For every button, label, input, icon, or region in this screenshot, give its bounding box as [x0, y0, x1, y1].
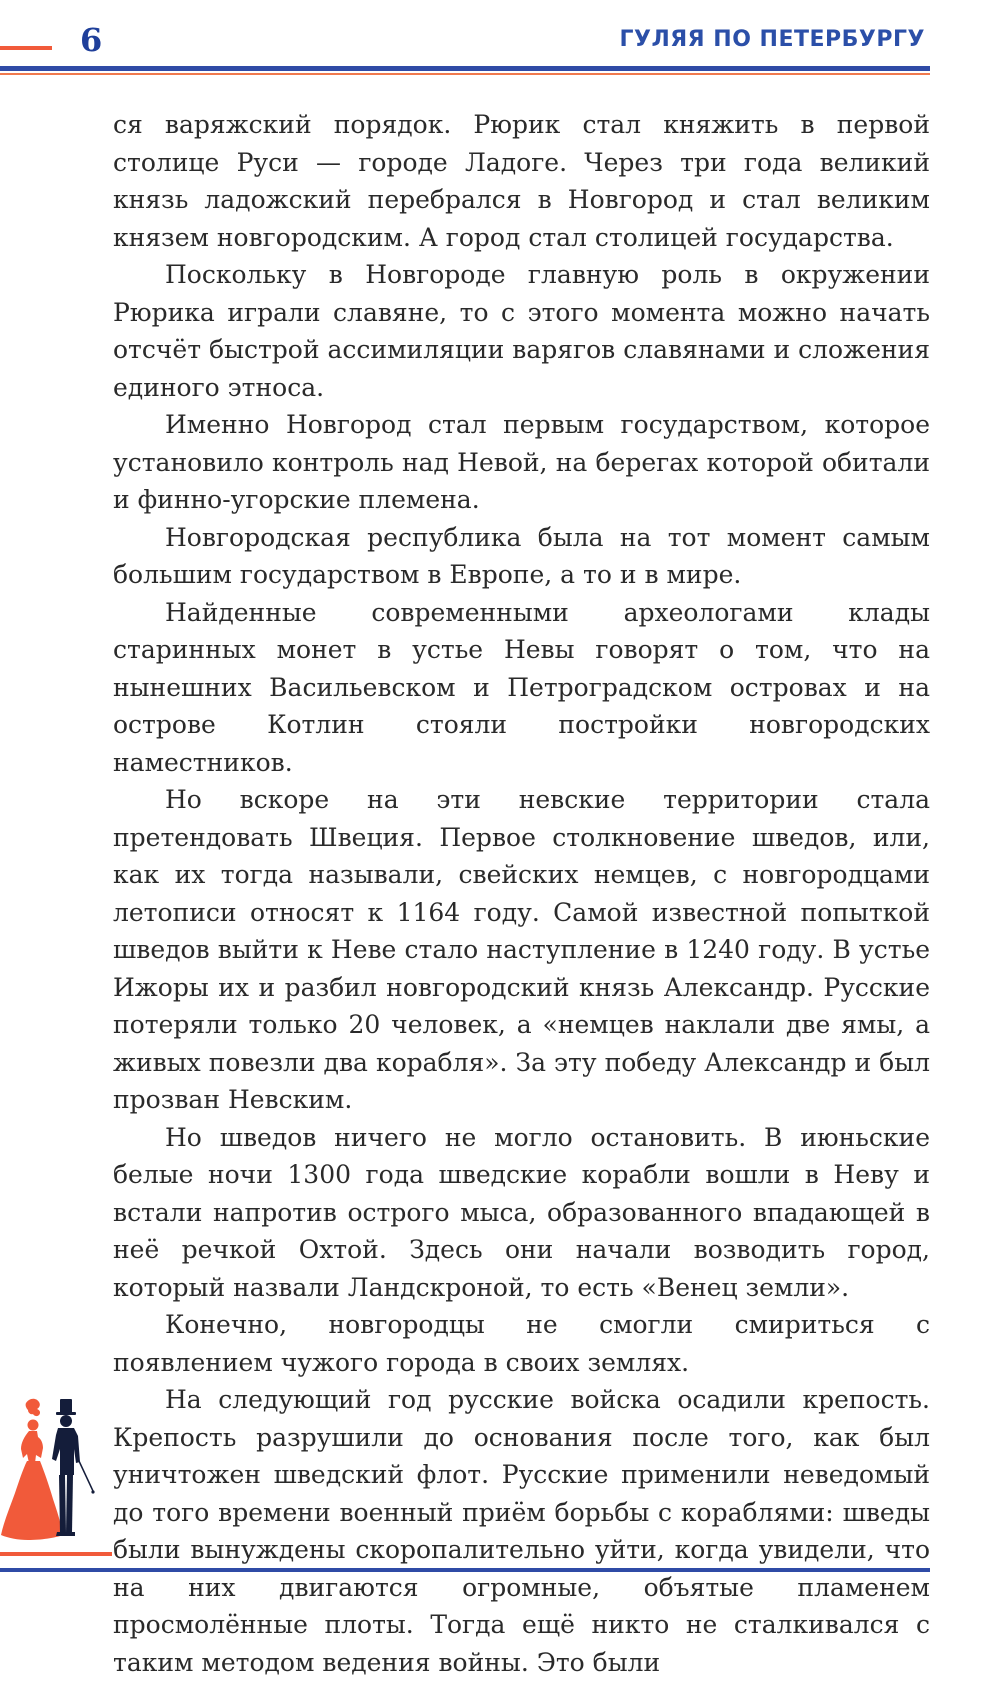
paragraph: Но вскоре на эти невские территории стала претендовать Швеция. Первое столкновение шведов, или, как их тогда называли, свейских немцев, с новгородцами летописи относят к 1164 году. Самой известной попыткой шведов выйти к Неве стало наступление в 1240 году. В устье Ижоры их и разбил новгородский князь Александр. Русские потеряли только 20 человек, а «немцев наклали две ямы, а живых повезли два корабля». За эту победу Александр и был прозван Невским. [113, 785, 930, 1114]
cane-tip [91, 1490, 94, 1493]
header-blue-rule [0, 66, 930, 71]
paragraph: Конечно, новгородцы не смогли смириться с появлением чужого города в своих землях. [113, 1310, 930, 1377]
body-text [113, 106, 930, 1681]
footer-blue-rule [0, 1568, 930, 1572]
page-number: 6 [80, 21, 103, 59]
paragraph: Новгородская республика была на тот момент самым большим государством в Европе, а то и в мире. [113, 522, 930, 589]
lady-silhouette [1, 1399, 63, 1540]
paragraph: ся варяжский порядок. Рюрик стал княжить в первой столице Руси — городе Ладоге. Через три года великий князь ладожский перебрался в Новгород и стал великим князем новгородским. А город стал столицей государства. [113, 110, 930, 252]
paragraph: На следующий год русские войска осадили крепость. Крепость разрушили до основания после того, как был уничтожен шведский флот. Русские применили неведомый до того времени военный приём борьбы с кораблями: шведы были вынуждены скоропалительно уйти, когда увидели, что на них двигаются огромные, объятые пламенем просмолённые плоты. Тогда ещё никто не сталкивался с таким методом ведения войны. Это были [113, 1385, 930, 1677]
paragraph: Поскольку в Новгороде главную роль в окружении Рюрика играли славяне, то с этого момента можно начать отсчёт быстрой ассимиляции варягов славянами и сложения единого этноса. [113, 260, 930, 402]
paragraph: Именно Новгород стал первым государством, которое установило контроль над Невой, на берегах которой обитали и финно-угорские племена. [113, 410, 930, 514]
couple-silhouette-illustration [0, 1395, 100, 1545]
cane-line [79, 1461, 93, 1491]
footer-orange-accent-bar [0, 1552, 112, 1556]
header-orange-rule [0, 73, 930, 75]
running-title: ГУЛЯЯ ПО ПЕТЕРБУРГУ [619, 27, 925, 52]
header-orange-accent-bar [0, 46, 52, 50]
paragraph: Найденные современными археологами клады старинных монет в устье Невы говорят о том, что на нынешних Васильевском и Петроградском островах и на острове Котлин стояли постройки новгородских наместников. [113, 597, 930, 777]
paragraph: Но шведов ничего не могло остановить. В июньские белые ночи 1300 года шведские корабли вошли в Неву и встали напротив острого мыса, образованного впадающей в неё речкой Охтой. Здесь они начали возводить город, который назвали Ландскроной, то есть «Венец земли». [113, 1122, 930, 1302]
